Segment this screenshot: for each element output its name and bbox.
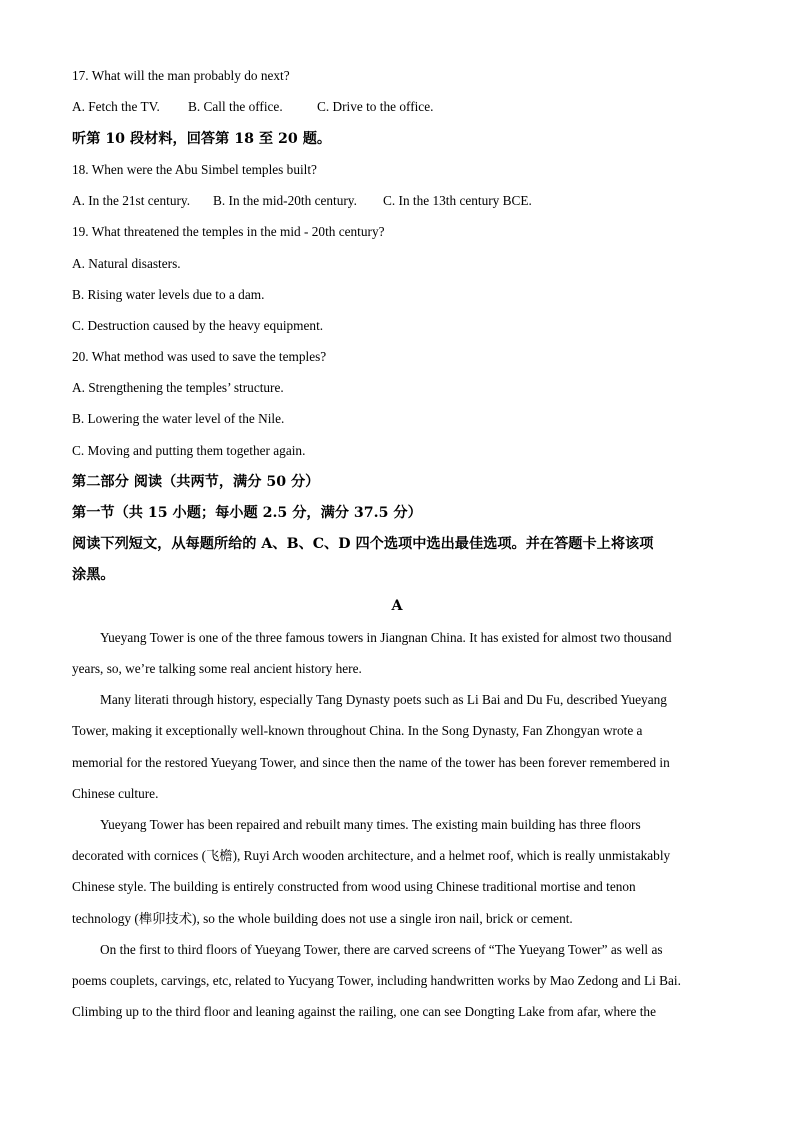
passage-line: Climbing up to the third floor and leaning against the railing, one can see Dongting Lake from afar, where the [72,1004,656,1019]
question-17: 17. What will the man probably do next? [72,68,290,83]
passage-line: Tower, making it exceptionally well-known throughout China. In the Song Dynasty, Fan Zhongyan wrote a [72,723,643,738]
q18-option-a: A. In the 21st century. [72,193,191,208]
q18-option-b: B. In the mid-20th century. [213,193,357,208]
passage-line: decorated with cornices (飞檐), Ruyi Arch wooden architecture, and a helmet roof, which is really unmistakably [72,848,671,863]
question-18: 18. When were the Abu Simbel temples built? [72,162,317,177]
passage-line: Yueyang Tower is one of the three famous towers in Jiangnan China. It has existed for almost two thousand [100,630,672,645]
q19-option-a: A. Natural disasters. [72,256,181,271]
q17-option-c: C. Drive to the office. [317,99,434,114]
q20-option-b: B. Lowering the water level of the Nile. [72,411,285,426]
instructions-line-1: 阅读下列短文，从每题所给的 A、B、C、D 四个选项中选出最佳选项。并在答题卡上将该项 [72,536,654,552]
passage-line: Yueyang Tower has been repaired and rebuilt many times. The existing main building has three floors [100,817,641,832]
q19-option-c: C. Destruction caused by the heavy equipment. [72,318,324,333]
q18-option-c: C. In the 13th century BCE. [383,193,532,208]
passage-line: technology (榫卯技术), so the whole building does not use a single iron nail, brick or cement. [72,911,573,926]
passage-title: A [391,598,403,614]
q17-option-a: A. Fetch the TV. [72,99,160,114]
passage-line: On the first to third floors of Yueyang Tower, there are carved screens of “The Yueyang Tower” as well as [100,942,663,957]
passage-line: memorial for the restored Yueyang Tower, and since then the name of the tower has been forever remembered in [72,755,670,770]
passage-line: Chinese culture. [72,786,159,801]
q17-option-b: B. Call the office. [188,99,283,114]
q19-option-b: B. Rising water levels due to a dam. [72,287,265,302]
passage-line: Chinese style. The building is entirely constructed from wood using Chinese traditional mortise and tenon [72,879,636,894]
part-2-heading: 第二部分 阅读（共两节，满分 50 分） [72,474,320,490]
q20-option-a: A. Strengthening the temples’ structure. [72,380,284,395]
question-20: 20. What method was used to save the temples? [72,349,327,364]
instructions-line-2: 涂黑。 [72,567,115,583]
section-1-heading: 第一节（共 15 小题；每小题 2.5 分，满分 37.5 分） [72,505,422,521]
question-19: 19. What threatened the temples in the mid - 20th century? [72,224,385,239]
section-10-heading: 听第 10 段材料，回答第 18 至 20 题。 [72,131,332,147]
q20-option-c: C. Moving and putting them together again. [72,443,306,458]
passage-line: Many literati through history, especially Tang Dynasty poets such as Li Bai and Du Fu, described Yueyang [100,692,667,707]
passage-line: poems couplets, carvings, etc, related to Yucyang Tower, including handwritten works by Mao Zedong and Li Bai. [72,973,681,988]
passage-line: years, so, we’re talking some real ancient history here. [72,661,362,676]
